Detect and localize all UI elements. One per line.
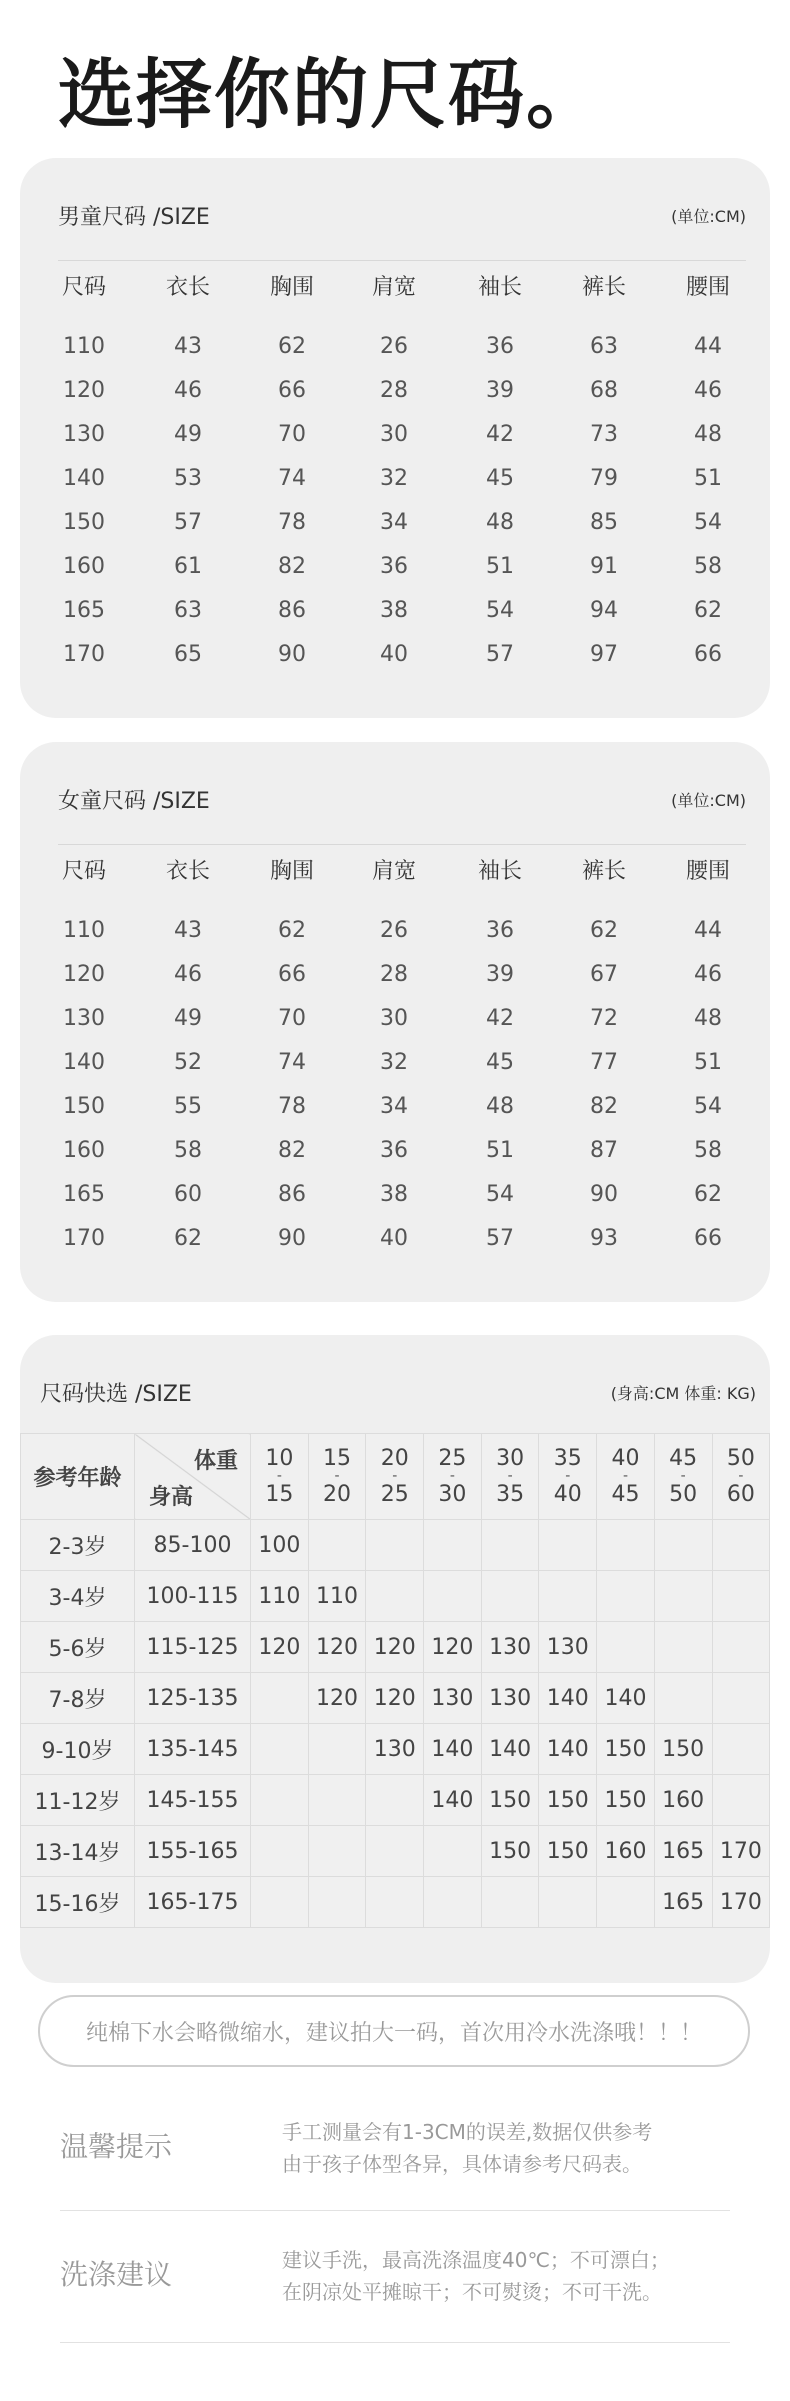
size-cell — [251, 1877, 309, 1928]
column-header: 尺码 — [61, 859, 107, 884]
table-row — [21, 1622, 770, 1673]
size-cell — [712, 1724, 770, 1775]
size-cell — [308, 1520, 366, 1571]
weight-to: 45 — [611, 1481, 640, 1507]
table-cell: 44 — [694, 334, 722, 359]
size-cell: 100 — [251, 1520, 309, 1571]
weight-dash: - — [334, 1468, 340, 1485]
weight-range-header — [366, 1434, 424, 1520]
age-cell: 3-4岁 — [21, 1571, 135, 1622]
size-cell — [366, 1826, 424, 1877]
girls-size-card — [20, 742, 770, 1302]
quick-card-title: 尺码快选 /SIZE — [40, 1382, 192, 1407]
weight-from: 15 — [323, 1446, 352, 1472]
size-cell — [366, 1520, 424, 1571]
size-cell: 120 — [366, 1622, 424, 1673]
table-cell: 72 — [590, 1006, 618, 1031]
table-cell: 54 — [486, 598, 514, 623]
table-cell: 51 — [486, 1138, 514, 1163]
boys-card-title: 男童尺码 /SIZE — [58, 205, 210, 230]
column-header: 裤长 — [581, 859, 627, 884]
size-cell: 140 — [481, 1724, 539, 1775]
table-cell: 78 — [278, 510, 306, 535]
tip-line: 在阴凉处平摊晾干；不可熨烫；不可干洗。 — [282, 2280, 662, 2304]
table-cell: 82 — [278, 1138, 306, 1163]
size-cell — [424, 1520, 482, 1571]
table-cell: 40 — [380, 1226, 408, 1251]
table-cell: 38 — [380, 1182, 408, 1207]
weight-dash: - — [622, 1468, 628, 1485]
table-cell: 160 — [63, 554, 105, 579]
table-cell: 48 — [694, 422, 722, 447]
girls-card-title: 女童尺码 /SIZE — [58, 789, 210, 814]
table-cell: 51 — [694, 1050, 722, 1075]
table-cell: 28 — [380, 378, 408, 403]
table-cell: 32 — [380, 1050, 408, 1075]
weight-range-header — [308, 1434, 366, 1520]
size-cell — [654, 1622, 712, 1673]
size-cell — [597, 1520, 655, 1571]
age-cell: 11-12岁 — [21, 1775, 135, 1826]
weight-dash: - — [680, 1468, 686, 1485]
table-row — [21, 1724, 770, 1775]
size-cell — [251, 1673, 309, 1724]
weight-to: 25 — [380, 1481, 409, 1507]
size-cell: 150 — [597, 1724, 655, 1775]
size-cell: 165 — [654, 1826, 712, 1877]
weight-range-header — [424, 1434, 482, 1520]
size-cell — [481, 1877, 539, 1928]
table-cell: 63 — [590, 334, 618, 359]
table-cell: 53 — [174, 466, 202, 491]
table-cell: 140 — [63, 466, 105, 491]
column-header: 尺码 — [61, 275, 107, 300]
table-cell: 82 — [278, 554, 306, 579]
table-cell: 66 — [278, 962, 306, 987]
table-cell: 42 — [486, 422, 514, 447]
age-cell: 13-14岁 — [21, 1826, 135, 1877]
size-cell: 140 — [597, 1673, 655, 1724]
weight-dash: - — [565, 1468, 571, 1485]
table-row — [21, 1571, 770, 1622]
table-cell: 150 — [63, 1094, 105, 1119]
age-cell: 2-3岁 — [21, 1520, 135, 1571]
size-cell — [424, 1826, 482, 1877]
table-cell: 74 — [278, 1050, 306, 1075]
table-cell: 90 — [278, 1226, 306, 1251]
size-cell — [308, 1724, 366, 1775]
table-cell: 90 — [278, 642, 306, 667]
shrinkage-notice: 纯棉下水会略微缩水，建议拍大一码，首次用冷水洗涤哦！！！ — [38, 1995, 750, 2067]
weight-from: 10 — [265, 1446, 294, 1472]
size-cell: 150 — [481, 1826, 539, 1877]
table-cell: 58 — [694, 1138, 722, 1163]
boys-unit-label: (单位:CM) — [671, 207, 746, 226]
table-cell: 66 — [278, 378, 306, 403]
height-cell: 85-100 — [135, 1520, 251, 1571]
column-header: 袖长 — [477, 859, 523, 884]
table-cell: 57 — [486, 642, 514, 667]
weight-to: 50 — [669, 1481, 698, 1507]
size-cell: 165 — [654, 1877, 712, 1928]
table-cell: 48 — [486, 1094, 514, 1119]
column-header: 衣长 — [165, 859, 211, 884]
age-cell: 9-10岁 — [21, 1724, 135, 1775]
size-cell: 140 — [539, 1673, 597, 1724]
table-cell: 97 — [590, 642, 618, 667]
weight-range-header — [654, 1434, 712, 1520]
weight-from: 30 — [496, 1446, 525, 1472]
table-cell: 150 — [63, 510, 105, 535]
table-cell: 78 — [278, 1094, 306, 1119]
table-cell: 130 — [63, 422, 105, 447]
table-cell: 130 — [63, 1006, 105, 1031]
weight-to: 20 — [323, 1481, 352, 1507]
table-cell: 65 — [174, 642, 202, 667]
size-cell: 120 — [251, 1622, 309, 1673]
size-cell: 150 — [481, 1775, 539, 1826]
weight-from: 25 — [438, 1446, 467, 1472]
weight-dash: - — [276, 1468, 282, 1485]
table-cell: 40 — [380, 642, 408, 667]
table-cell: 36 — [380, 554, 408, 579]
table-cell: 63 — [174, 598, 202, 623]
size-cell — [539, 1571, 597, 1622]
size-cell — [597, 1571, 655, 1622]
table-cell: 46 — [694, 378, 722, 403]
size-cell — [424, 1877, 482, 1928]
table-cell: 38 — [380, 598, 408, 623]
column-header: 腰围 — [685, 275, 731, 300]
table-cell: 79 — [590, 466, 618, 491]
table-row — [21, 1775, 770, 1826]
table-cell: 48 — [694, 1006, 722, 1031]
table-cell: 62 — [590, 918, 618, 943]
table-cell: 43 — [174, 918, 202, 943]
age-cell: 5-6岁 — [21, 1622, 135, 1673]
table-cell: 46 — [694, 962, 722, 987]
weight-header: 体重 — [193, 1449, 238, 1474]
table-cell: 39 — [486, 378, 514, 403]
weight-to: 40 — [553, 1481, 582, 1507]
table-cell: 45 — [486, 1050, 514, 1075]
size-cell — [251, 1724, 309, 1775]
size-cell — [539, 1877, 597, 1928]
table-cell: 62 — [694, 598, 722, 623]
tip-label-wash: 洗涤建议 — [60, 2258, 173, 2291]
table-cell: 67 — [590, 962, 618, 987]
column-header: 衣长 — [165, 275, 211, 300]
table-row — [21, 1520, 770, 1571]
size-cell: 160 — [597, 1826, 655, 1877]
table-cell: 73 — [590, 422, 618, 447]
weight-dash: - — [449, 1468, 455, 1485]
size-cell — [712, 1622, 770, 1673]
size-cell: 130 — [481, 1622, 539, 1673]
column-header: 胸围 — [269, 275, 315, 300]
size-cell: 140 — [424, 1775, 482, 1826]
weight-dash: - — [507, 1468, 513, 1485]
weight-dash: - — [738, 1468, 744, 1485]
table-cell: 30 — [380, 422, 408, 447]
table-cell: 62 — [278, 918, 306, 943]
size-cell — [481, 1520, 539, 1571]
weight-dash: - — [392, 1468, 398, 1485]
divider — [58, 260, 746, 261]
weight-range-header — [539, 1434, 597, 1520]
weight-from: 20 — [380, 1446, 409, 1472]
size-cell — [712, 1673, 770, 1724]
table-cell: 58 — [174, 1138, 202, 1163]
size-cell — [308, 1775, 366, 1826]
divider — [58, 844, 746, 845]
table-cell: 62 — [694, 1182, 722, 1207]
height-header: 身高 — [149, 1485, 194, 1510]
weight-to: 30 — [438, 1481, 467, 1507]
table-cell: 82 — [590, 1094, 618, 1119]
table-cell: 55 — [174, 1094, 202, 1119]
table-cell: 170 — [63, 1226, 105, 1251]
table-cell: 61 — [174, 554, 202, 579]
table-cell: 51 — [694, 466, 722, 491]
column-header: 裤长 — [581, 275, 627, 300]
girls-unit-label: (单位:CM) — [671, 791, 746, 810]
size-cell — [654, 1673, 712, 1724]
size-cell — [597, 1622, 655, 1673]
column-header: 胸围 — [269, 859, 315, 884]
table-cell: 49 — [174, 1006, 202, 1031]
height-cell: 145-155 — [135, 1775, 251, 1826]
table-cell: 36 — [486, 334, 514, 359]
weight-height-header — [135, 1434, 251, 1520]
weight-range-header — [251, 1434, 309, 1520]
size-cell — [654, 1520, 712, 1571]
weight-from: 35 — [553, 1446, 582, 1472]
height-cell: 135-145 — [135, 1724, 251, 1775]
table-cell: 62 — [278, 334, 306, 359]
divider — [60, 2342, 730, 2343]
table-cell: 140 — [63, 1050, 105, 1075]
size-cell — [424, 1571, 482, 1622]
page-title: 选择你的尺码。 — [58, 50, 604, 139]
weight-to: 60 — [726, 1481, 755, 1507]
table-cell: 54 — [694, 510, 722, 535]
table-cell: 87 — [590, 1138, 618, 1163]
table-cell: 165 — [63, 1182, 105, 1207]
table-cell: 70 — [278, 422, 306, 447]
table-cell: 66 — [694, 642, 722, 667]
size-cell — [481, 1571, 539, 1622]
size-cell: 160 — [654, 1775, 712, 1826]
boys-size-card — [20, 158, 770, 718]
table-cell: 54 — [694, 1094, 722, 1119]
size-cell — [366, 1877, 424, 1928]
table-cell: 43 — [174, 334, 202, 359]
table-cell: 94 — [590, 598, 618, 623]
size-cell — [251, 1775, 309, 1826]
table-cell: 42 — [486, 1006, 514, 1031]
table-cell: 77 — [590, 1050, 618, 1075]
height-cell: 125-135 — [135, 1673, 251, 1724]
size-cell: 150 — [654, 1724, 712, 1775]
table-cell: 165 — [63, 598, 105, 623]
age-header: 参考年龄 — [21, 1434, 135, 1520]
height-cell: 115-125 — [135, 1622, 251, 1673]
height-cell: 100-115 — [135, 1571, 251, 1622]
table-cell: 34 — [380, 510, 408, 535]
size-cell — [654, 1571, 712, 1622]
table-cell: 62 — [174, 1226, 202, 1251]
size-cell: 130 — [481, 1673, 539, 1724]
quick-unit-label: (身高:CM 体重: KG) — [610, 1384, 756, 1403]
size-cell — [539, 1520, 597, 1571]
size-cell: 150 — [539, 1826, 597, 1877]
table-cell: 54 — [486, 1182, 514, 1207]
column-header: 肩宽 — [371, 859, 417, 884]
size-cell — [597, 1877, 655, 1928]
table-cell: 48 — [486, 510, 514, 535]
table-cell: 70 — [278, 1006, 306, 1031]
table-cell: 86 — [278, 1182, 306, 1207]
weight-range-header — [597, 1434, 655, 1520]
tip-label-warm: 温馨提示 — [60, 2130, 173, 2163]
table-row — [21, 1826, 770, 1877]
column-header: 腰围 — [685, 859, 731, 884]
table-cell: 74 — [278, 466, 306, 491]
size-cell: 150 — [597, 1775, 655, 1826]
table-cell: 85 — [590, 510, 618, 535]
table-cell: 26 — [380, 334, 408, 359]
size-cell — [712, 1520, 770, 1571]
size-cell: 120 — [308, 1622, 366, 1673]
table-cell: 57 — [174, 510, 202, 535]
table-cell: 51 — [486, 554, 514, 579]
weight-range-header — [481, 1434, 539, 1520]
size-cell — [251, 1826, 309, 1877]
table-cell: 26 — [380, 918, 408, 943]
table-cell: 46 — [174, 962, 202, 987]
tip-line: 建议手洗，最高洗涤温度40℃；不可漂白； — [282, 2248, 670, 2272]
table-cell: 36 — [380, 1138, 408, 1163]
quick-size-card — [20, 1335, 770, 1983]
size-cell: 120 — [366, 1673, 424, 1724]
size-cell: 140 — [424, 1724, 482, 1775]
table-cell: 93 — [590, 1226, 618, 1251]
weight-from: 50 — [726, 1446, 755, 1472]
size-cell: 110 — [251, 1571, 309, 1622]
size-cell: 170 — [712, 1826, 770, 1877]
table-cell: 36 — [486, 918, 514, 943]
column-header: 肩宽 — [371, 275, 417, 300]
weight-from: 45 — [669, 1446, 698, 1472]
size-cell: 140 — [539, 1724, 597, 1775]
quick-size-table — [20, 1433, 770, 1928]
size-cell: 110 — [308, 1571, 366, 1622]
table-cell: 60 — [174, 1182, 202, 1207]
table-cell: 120 — [63, 962, 105, 987]
weight-from: 40 — [611, 1446, 640, 1472]
table-row — [21, 1673, 770, 1724]
size-cell — [712, 1571, 770, 1622]
size-cell — [308, 1877, 366, 1928]
size-cell — [366, 1775, 424, 1826]
size-cell: 130 — [539, 1622, 597, 1673]
table-cell: 110 — [63, 918, 105, 943]
table-cell: 91 — [590, 554, 618, 579]
table-cell: 66 — [694, 1226, 722, 1251]
age-cell: 15-16岁 — [21, 1877, 135, 1928]
table-cell: 110 — [63, 334, 105, 359]
height-cell: 155-165 — [135, 1826, 251, 1877]
weight-range-header — [712, 1434, 770, 1520]
table-cell: 46 — [174, 378, 202, 403]
table-cell: 68 — [590, 378, 618, 403]
table-cell: 52 — [174, 1050, 202, 1075]
table-row — [21, 1877, 770, 1928]
table-cell: 90 — [590, 1182, 618, 1207]
size-cell: 130 — [366, 1724, 424, 1775]
table-cell: 58 — [694, 554, 722, 579]
size-cell: 150 — [539, 1775, 597, 1826]
table-cell: 45 — [486, 466, 514, 491]
size-cell: 170 — [712, 1877, 770, 1928]
divider — [60, 2210, 730, 2211]
weight-to: 15 — [265, 1481, 294, 1507]
size-cell: 130 — [424, 1673, 482, 1724]
table-cell: 160 — [63, 1138, 105, 1163]
table-cell: 30 — [380, 1006, 408, 1031]
table-cell: 39 — [486, 962, 514, 987]
tip-text-warm — [282, 2116, 752, 2180]
weight-to: 35 — [496, 1481, 525, 1507]
table-cell: 32 — [380, 466, 408, 491]
size-cell — [712, 1775, 770, 1826]
tip-line: 手工测量会有1-3CM的误差,数据仅供参考 — [282, 2120, 653, 2144]
column-header: 袖长 — [477, 275, 523, 300]
table-cell: 28 — [380, 962, 408, 987]
table-cell: 49 — [174, 422, 202, 447]
table-cell: 120 — [63, 378, 105, 403]
size-cell — [308, 1826, 366, 1877]
table-cell: 86 — [278, 598, 306, 623]
size-cell — [366, 1571, 424, 1622]
height-cell: 165-175 — [135, 1877, 251, 1928]
table-cell: 170 — [63, 642, 105, 667]
table-cell: 57 — [486, 1226, 514, 1251]
size-cell: 120 — [424, 1622, 482, 1673]
age-cell: 7-8岁 — [21, 1673, 135, 1724]
size-cell: 120 — [308, 1673, 366, 1724]
table-cell: 34 — [380, 1094, 408, 1119]
tip-line: 由于孩子体型各异，具体请参考尺码表。 — [282, 2152, 642, 2176]
table-cell: 44 — [694, 918, 722, 943]
tip-text-wash — [282, 2244, 752, 2308]
